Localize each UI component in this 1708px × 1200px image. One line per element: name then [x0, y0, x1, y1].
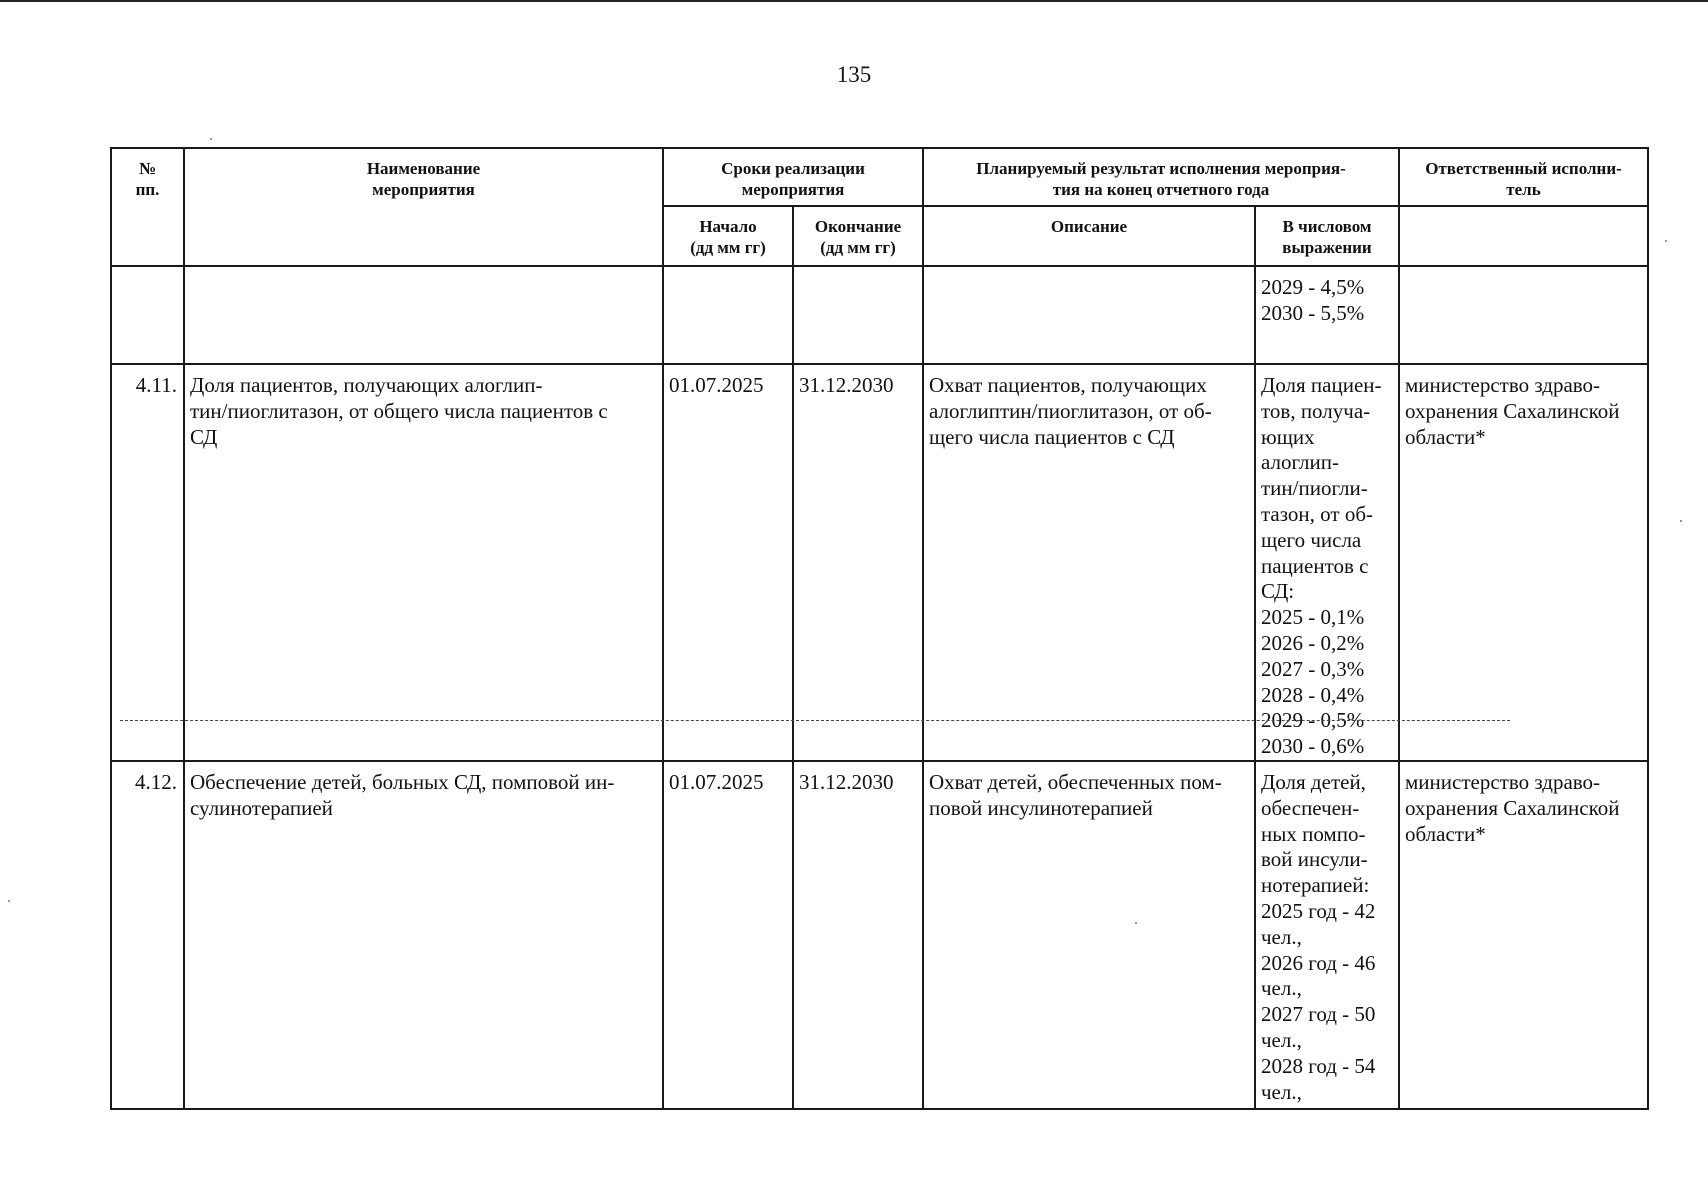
row-description: Охват детей, обеспеченных пом- повой инсулинотерапией [923, 761, 1255, 1109]
row-responsible: министерство здраво- охранения Сахалинской области* [1399, 364, 1648, 761]
row-numeric-result: 2029 - 4,5% 2030 - 5,5% [1255, 266, 1399, 364]
row-num: 4.12. [111, 761, 184, 1109]
row-name: Доля пациентов, получающих алоглип- тин/пиоглитазон, от общего числа пациентов с СД [184, 364, 663, 761]
row-numeric-result: Доля детей, обеспечен- ных помпо- вой инсули- нотерапией: 2025 год - 42 чел., 2026 год - 46 чел., 2027 год - 50 чел., 2028 год - 54 чел., [1255, 761, 1399, 1109]
row-description [923, 266, 1255, 364]
activities-table [110, 147, 1649, 1110]
scan-speck [1665, 240, 1667, 242]
header-result: Планируемый результат исполнения мероприя- тия на конец отчетного года [923, 148, 1399, 206]
row-start-date: 01.07.2025 [663, 761, 793, 1109]
row-start-date: 01.07.2025 [663, 364, 793, 761]
header-row-1 [111, 148, 1648, 206]
row-name [184, 266, 663, 364]
header-period-start: Начало (дд мм гг) [663, 206, 793, 266]
scan-edge [0, 0, 1708, 2]
row-name: Обеспечение детей, больных СД, помповой ин- сулинотерапией [184, 761, 663, 1109]
row-numeric-result: Доля пациен- тов, получа- ющих алоглип- тин/пиогли- тазон, от об- щего числа пациентов с СД: 2025 - 0,1% 2026 - 0,2% 2027 - 0,3% 2028 - 0,4% 2029 - 0,5% 2030 - 0,6% [1255, 364, 1399, 761]
row-responsible: министерство здраво- охранения Сахалинской области* [1399, 761, 1648, 1109]
scan-speck [1680, 520, 1682, 522]
page-break-dashes [120, 720, 1510, 721]
row-responsible [1399, 266, 1648, 364]
page-number: 135 [836, 62, 872, 87]
table-row-continuation [111, 266, 1648, 364]
row-description: Охват пациентов, получающих алоглиптин/пиоглитазон, от об- щего числа пациентов с СД [923, 364, 1255, 761]
row-end-date [793, 266, 923, 364]
row-start-date [663, 266, 793, 364]
row-num: 4.11. [111, 364, 184, 761]
header-responsible: Ответственный исполни- тель [1399, 148, 1648, 206]
header-num: № пп. [111, 148, 184, 266]
header-result-numeric: В числовом выражении [1255, 206, 1399, 266]
row-num [111, 266, 184, 364]
header-name: Наименование мероприятия [184, 148, 663, 266]
header-period-end: Окончание (дд мм гг) [793, 206, 923, 266]
header-result-description: Описание [923, 206, 1255, 266]
header-period: Сроки реализации мероприятия [663, 148, 923, 206]
table-row-4-11 [111, 364, 1648, 761]
header-responsible-sub [1399, 206, 1648, 266]
scan-speck [1135, 922, 1137, 924]
row-end-date: 31.12.2030 [793, 364, 923, 761]
row-end-date: 31.12.2030 [793, 761, 923, 1109]
scan-speck [210, 138, 212, 140]
table-row-4-12 [111, 761, 1648, 1109]
scan-speck [8, 900, 10, 902]
